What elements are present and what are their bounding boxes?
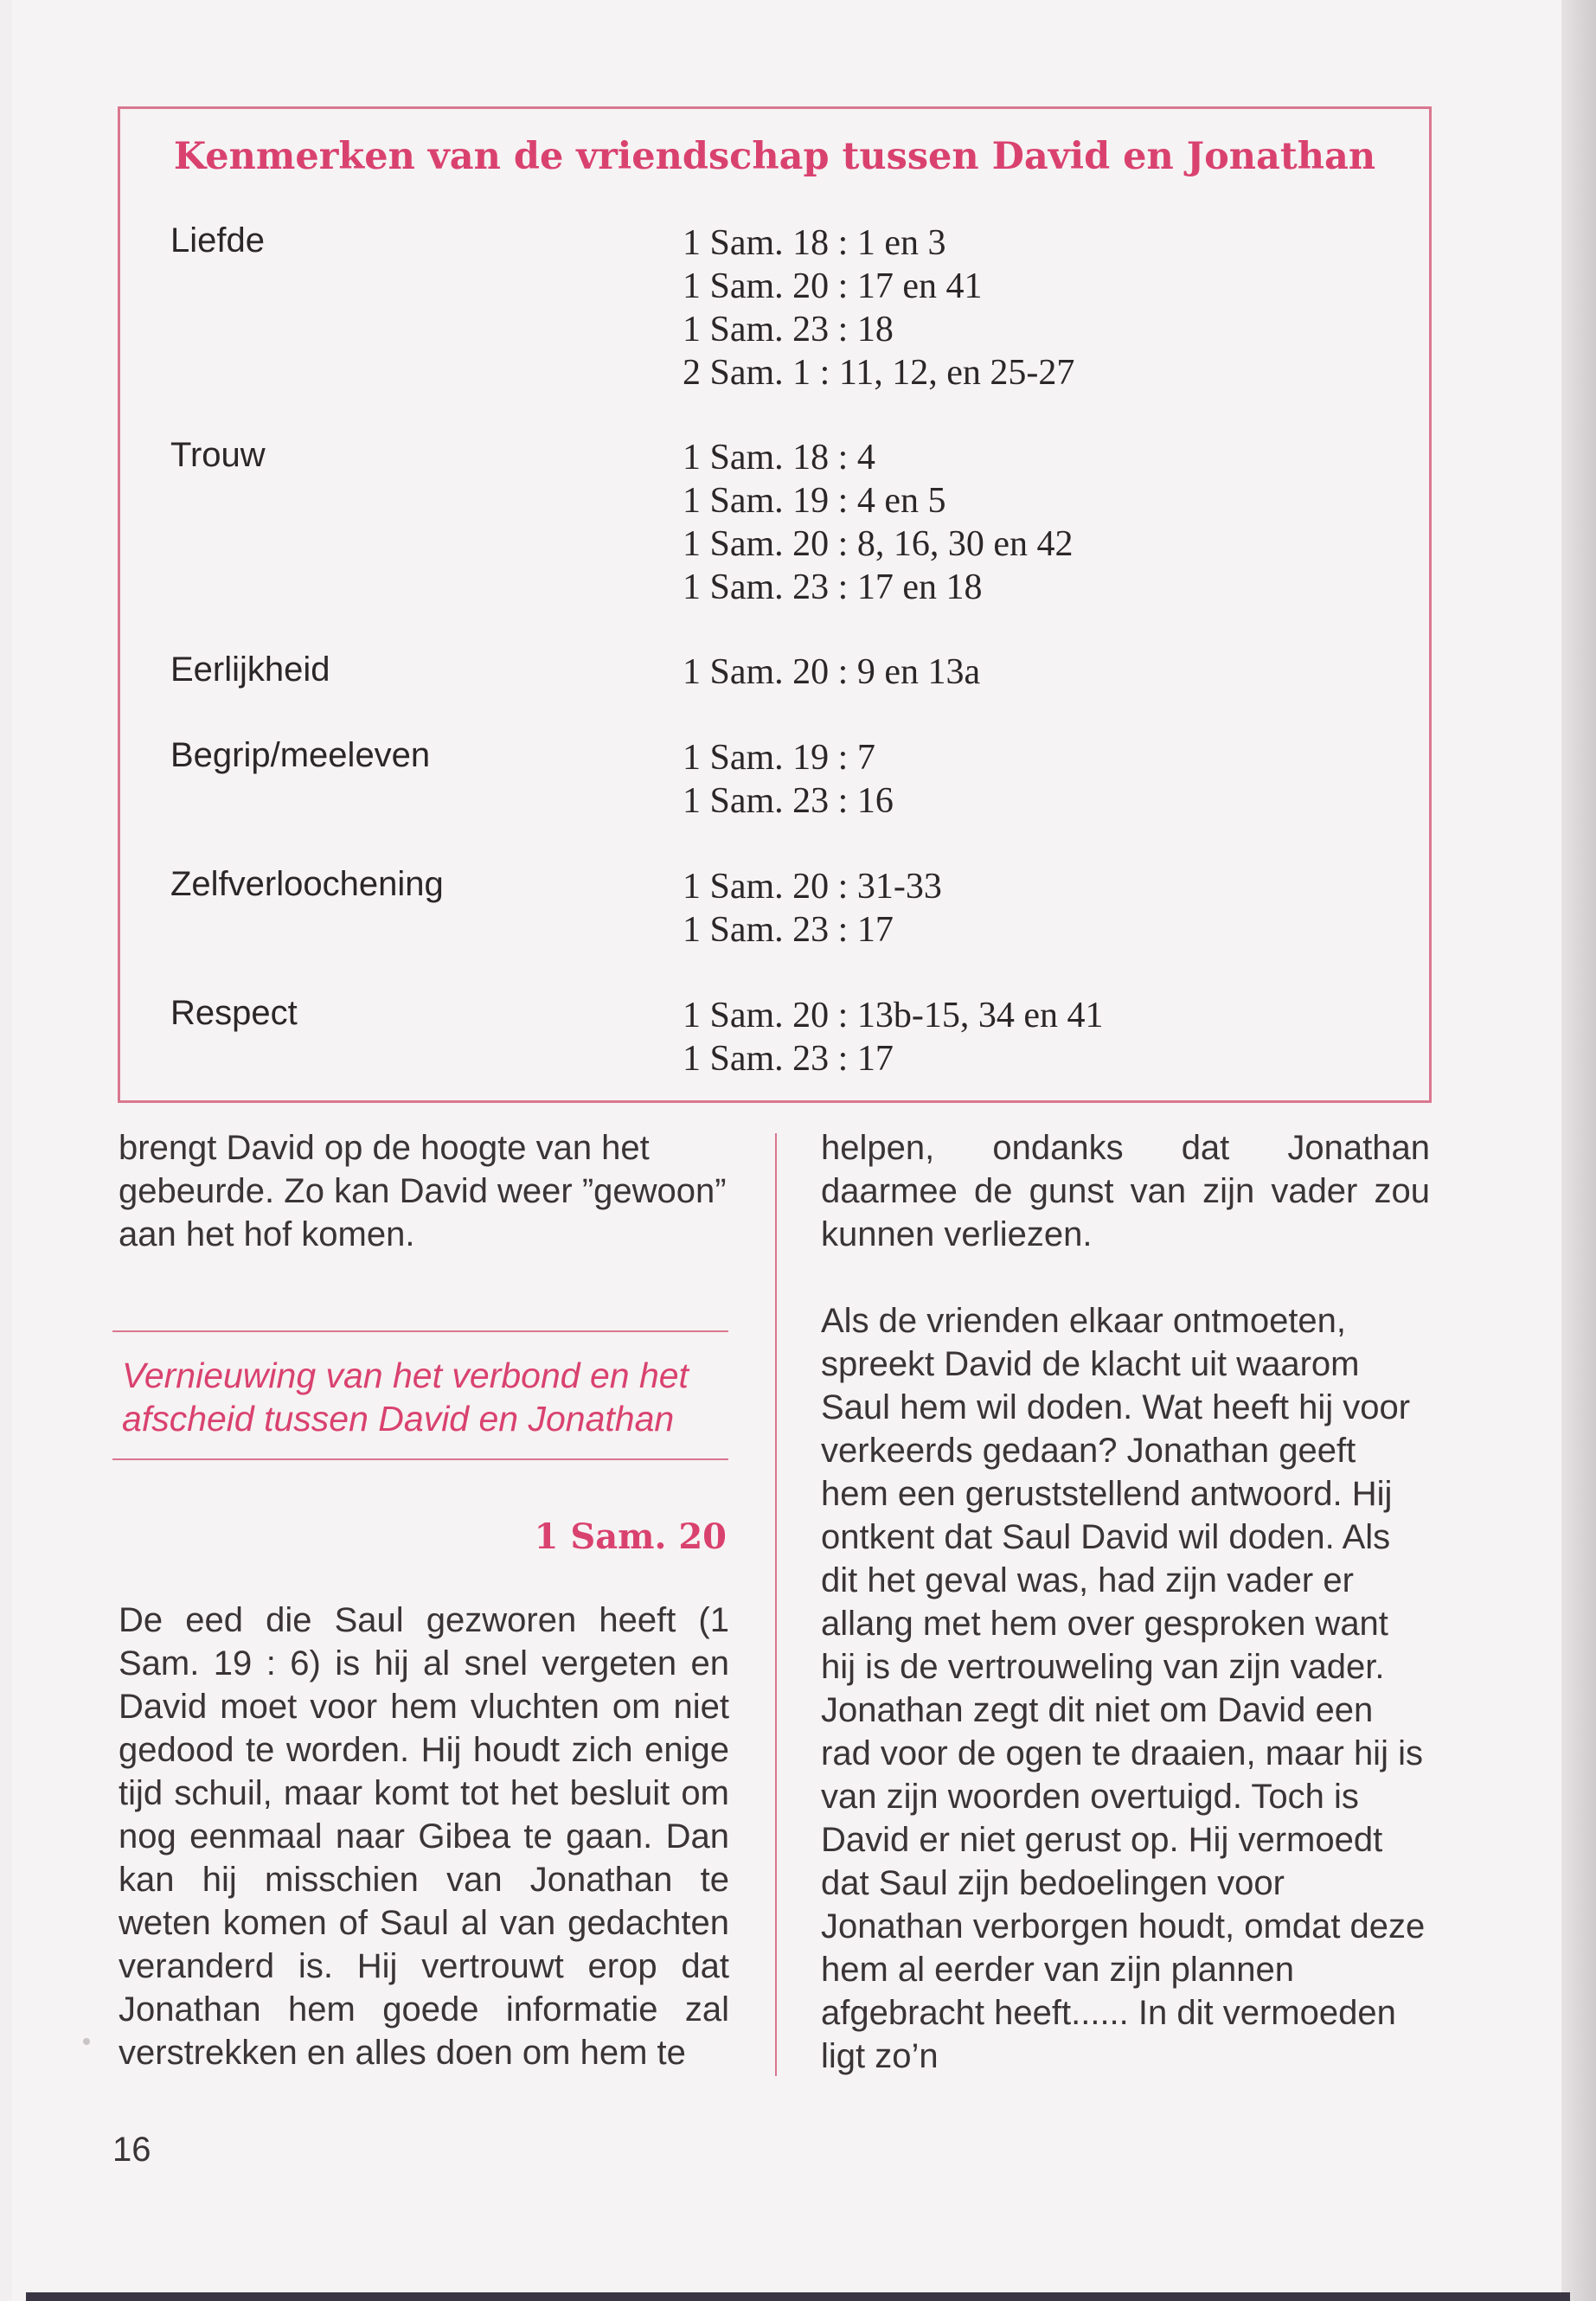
row-refs	[683, 865, 942, 952]
ref: 1 Sam. 18 : 1 en 3	[683, 223, 946, 263]
page-number: 16	[112, 2131, 151, 2169]
subheading-line: Vernieuwing van het verbond en het	[122, 1356, 689, 1395]
left-body-paragraph: De eed die Saul gezworen heeft (1 Sam. 19 : 6) is hij al snel vergeten en David moet voor hem vluchten om niet gedood te worden. Hij houdt zich enige tijd schuil, maar komt tot het besluit om nog eenmaal naar Gibea te gaan. Dan kan hij misschien van Jonathan te weten komen of Saul al van gedachten veranderd is. Hij vertrouwt erop dat Jonathan hem goede informatie zal verstrekken en alles doen om hem te	[119, 1601, 729, 2072]
ref: 1 Sam. 19 : 7	[683, 738, 875, 778]
ref: 2 Sam. 1 : 11, 12, en 25-27	[683, 353, 1075, 393]
row-label: Begrip/meeleven	[170, 736, 431, 774]
left-column	[119, 1126, 729, 1256]
left-intro-paragraph: brengt David op de hoogte van het gebeurde. Zo kan David weer ”gewoon” aan het hof komen.	[119, 1129, 727, 1253]
section-subheading	[122, 1354, 727, 1440]
subheading-line: afscheid tussen David en Jonathan	[122, 1399, 675, 1439]
box-title: Kenmerken van de vriendschap tussen David en Jonathan	[173, 135, 1376, 178]
ref: 1 Sam. 23 : 17	[683, 1039, 894, 1079]
ref: 1 Sam. 20 : 17 en 41	[683, 266, 983, 306]
ref: 1 Sam. 23 : 18	[683, 310, 894, 349]
left-body	[119, 1599, 729, 2074]
ref: 1 Sam. 18 : 4	[683, 438, 875, 478]
ref: 1 Sam. 23 : 17	[683, 910, 894, 950]
row-label: Eerlijkheid	[170, 651, 330, 689]
row-label: Trouw	[170, 436, 266, 474]
column-divider	[775, 1133, 777, 2076]
characteristics-box	[118, 106, 1432, 1103]
ref: 1 Sam. 20 : 9 en 13a	[683, 652, 981, 692]
page-edge-shadow	[1561, 0, 1596, 2301]
scan-speck	[83, 2038, 90, 2045]
subheading-rule-bottom	[112, 1458, 728, 1460]
row-label: Zelfverloochening	[170, 865, 444, 903]
ref: 1 Sam. 23 : 16	[683, 781, 894, 821]
row-label: Respect	[170, 994, 298, 1032]
row-refs	[683, 994, 1103, 1080]
section-reference: 1 Sam. 20	[534, 1516, 727, 1557]
row-refs	[683, 436, 1073, 609]
row-refs	[683, 651, 980, 694]
right-paragraph-1: helpen, ondanks dat Jonathan daarmee de gunst van zijn vader zou kunnen verliezen.	[821, 1129, 1430, 1253]
ref: 1 Sam. 20 : 8, 16, 30 en 42	[683, 524, 1074, 564]
row-refs	[683, 736, 894, 823]
ref: 1 Sam. 19 : 4 en 5	[683, 481, 946, 521]
ref: 1 Sam. 20 : 13b-15, 34 en 41	[683, 996, 1104, 1035]
subheading-rule-top	[112, 1330, 728, 1332]
row-refs	[683, 221, 1074, 394]
right-column	[821, 1126, 1430, 2078]
row-label: Liefde	[170, 221, 265, 260]
right-paragraph-2: Als de vrienden elkaar ontmoeten, spreekt David de klacht uit waarom Saul hem wil doden. Wat heeft hij voor verkeerds gedaan? Jonathan geeft hem een geruststellend antwoord. Hij ontkent dat Saul David wil doden. Als dit het geval was, had zijn vader er allang met hem over gesproken want hij is de vertrouweling van zijn vader. Jonathan zegt dit niet om David een rad voor de ogen te draaien, maar hij is van zijn woorden overtuigd. Toch is David er niet gerust op. Hij vermoedt dat Saul zijn bedoelingen voor Jonathan verborgen houdt, omdat deze hem al eerder van zijn plannen afgebracht heeft...... In dit vermoeden ligt zo’n	[821, 1302, 1426, 2075]
bottom-edge	[26, 2292, 1570, 2301]
ref: 1 Sam. 20 : 31-33	[683, 867, 942, 907]
ref: 1 Sam. 23 : 17 en 18	[683, 567, 983, 607]
